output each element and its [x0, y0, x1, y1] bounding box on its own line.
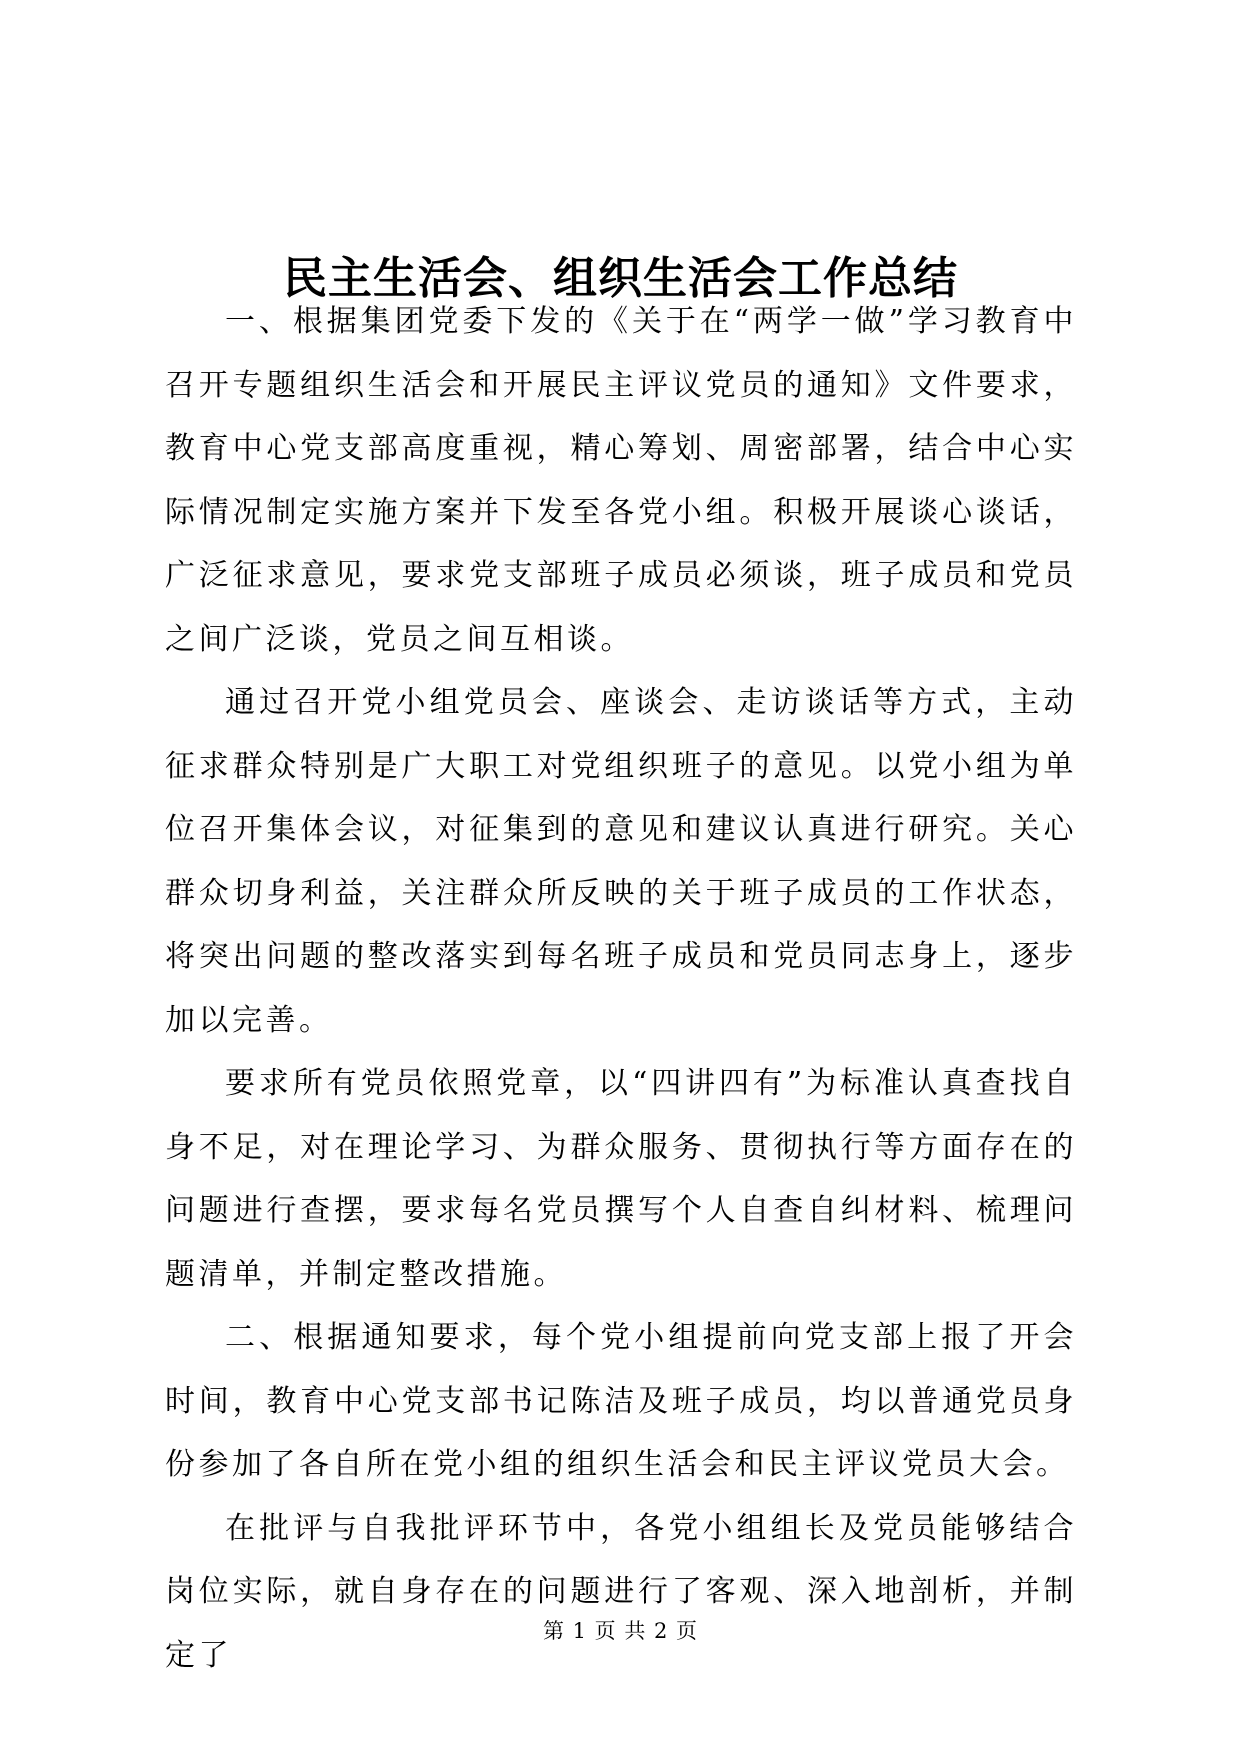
paragraph-1: 一、根据集团党委下发的《关于在“两学一做”学习教育中召开专题组织生活会和开展民主评议党员的通知》文件要求，教育中心党支部高度重视，精心筹划、周密部署，结合中心实际情况制定实施方案并下发至各党小组。积极开展谈心谈话，广泛征求意见，要求党支部班子成员必须谈，班子成员和党员之间广泛谈，党员之间互相谈。 [165, 304, 1077, 657]
paragraph-4: 二、根据通知要求，每个党小组提前向党支部上报了开会时间，教育中心党支部书记陈洁及班子成员，均以普通党员身份参加了各自所在党小组的组织生活会和民主评议党员大会。 [165, 1320, 1077, 1482]
page-number-footer: 第 1 页 共 2 页 [542, 1619, 699, 1643]
document-title: 民主生活会、组织生活会工作总结 [283, 253, 958, 305]
document-body [165, 290, 1077, 1687]
paragraph-3: 要求所有党员依照党章，以“四讲四有”为标准认真查找自身不足，对在理论学习、为群众服务、贯彻执行等方面存在的问题进行查摆，要求每名党员撰写个人自查自纠材料、梳理问题清单，并制定整改措施。 [165, 1066, 1077, 1292]
paragraph-5: 在批评与自我批评环节中，各党小组组长及党员能够结合岗位实际，就自身存在的问题进行了客观、深入地剖析，并制定了 [165, 1510, 1077, 1673]
paragraph-2: 通过召开党小组党员会、座谈会、走访谈话等方式，主动征求群众特别是广大职工对党组织班子的意见。以党小组为单位召开集体会议，对征集到的意见和建议认真进行研究。关心群众切身利益，关注群众所反映的关于班子成员的工作状态，将突出问题的整改落实到每名班子成员和党员同志身上，逐步加以完善。 [165, 685, 1077, 1038]
